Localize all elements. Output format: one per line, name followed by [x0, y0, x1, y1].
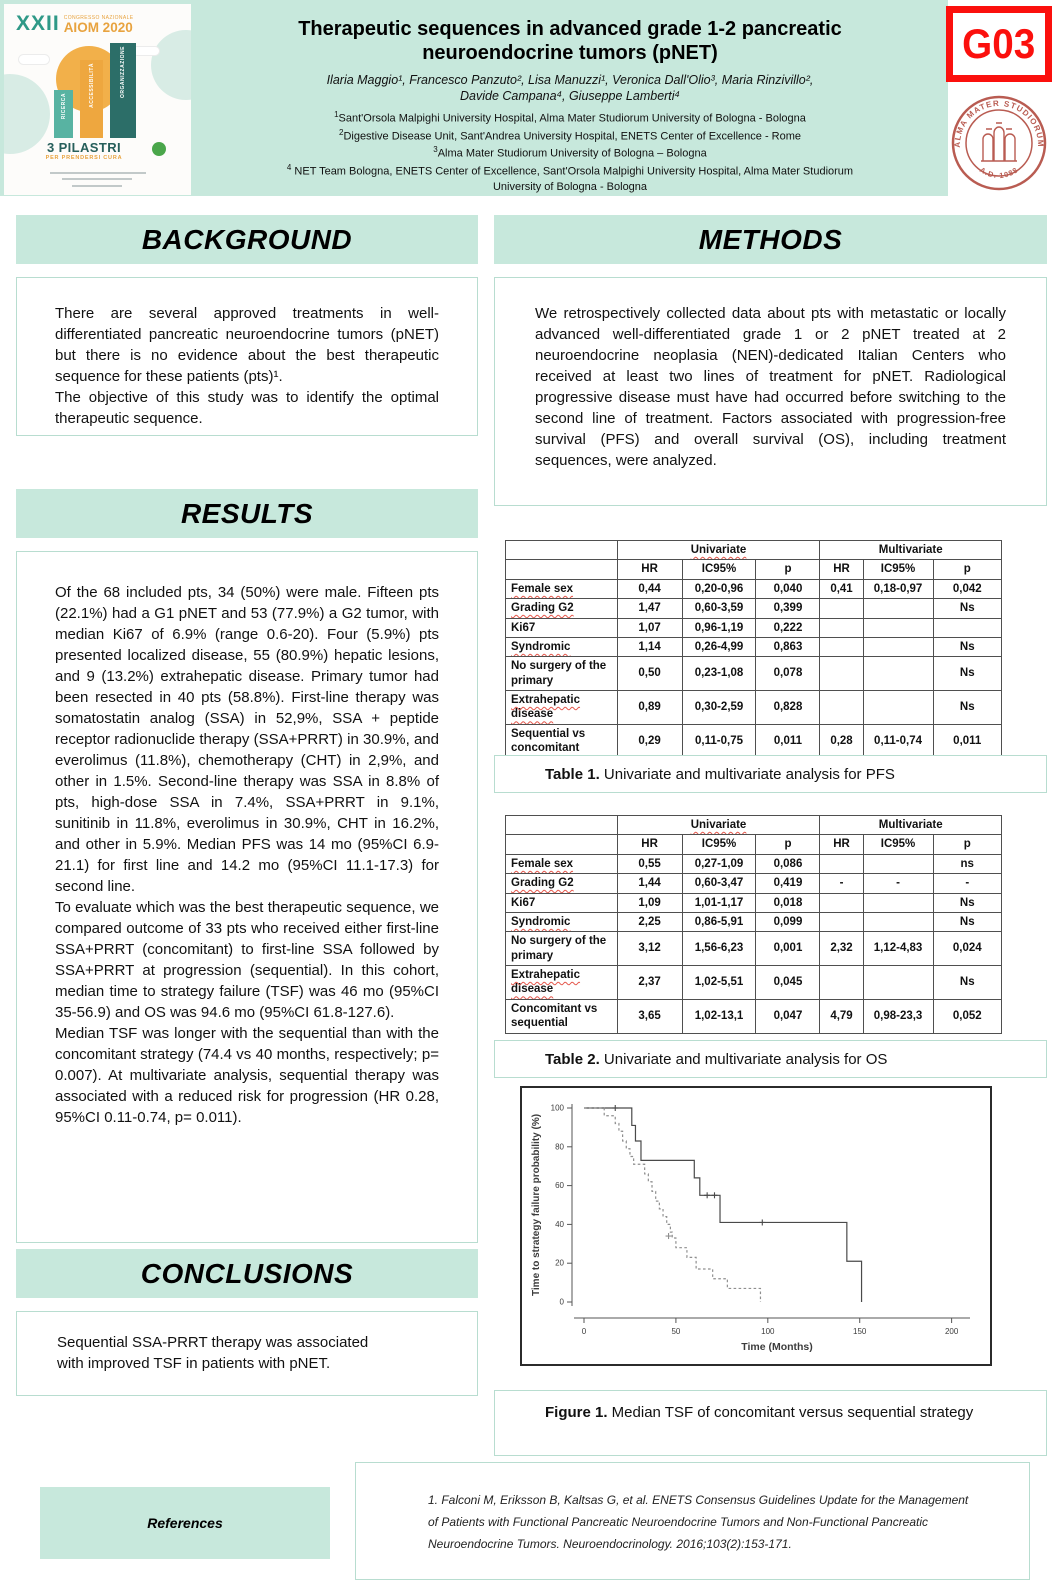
- paragraph: The objective of this study was to identify the optimal therapeutic sequence.: [55, 389, 439, 427]
- paragraph: Median TSF was longer with the sequential than with the concomitant strategy (74.4 vs 40 months, respectively; p= 0.007). At multivariate analysis, sequential therapy was associated with a reduced risk for progression (HR 0.28, 95%CI 0.11-0.74, p= 0.011).: [55, 1025, 439, 1126]
- table2-caption: [494, 1040, 1047, 1078]
- km-plot-svg: [526, 1090, 986, 1358]
- table-row: Ki67 1,07 0,96-1,19 0,222: [506, 618, 1002, 637]
- authors-line-1: Ilaria Maggio¹, Francesco Panzuto², Lisa Manuzzi¹, Veronica Dall'Olio³, Maria Rinzivillo²,: [326, 73, 814, 88]
- pillar-ricerca: RICERCA: [54, 90, 73, 138]
- svg-text:Time to strategy failure proba: Time to strategy failure probability (%): [531, 1113, 542, 1296]
- svg-text:60: 60: [555, 1180, 564, 1190]
- svg-text:100: 100: [761, 1326, 775, 1336]
- conclusions-box: [16, 1311, 478, 1396]
- table-row: No surgery of the primary 3,12 1,56-6,23 0,001 2,32 1,12-4,83 0,024: [506, 932, 1002, 966]
- aiom-congress-text: CONGRESSO NAZIONALE: [63, 15, 134, 21]
- authors: [200, 72, 940, 105]
- table-group-header: Univariate: [690, 544, 747, 556]
- pillar-organizzazione: ORGANIZZAZIONE: [110, 43, 136, 138]
- background-box: [16, 277, 478, 436]
- aiom-header: [16, 13, 134, 35]
- km-curve-sequential: [584, 1108, 862, 1302]
- background-heading: BACKGROUND: [141, 223, 353, 255]
- paragraph: There are several approved treatments in well-differentiated pancreatic neuroendocrine tumors (pNET) but there is no evidence about the best therapeutic sequence for these patients (pts)¹.: [55, 305, 439, 385]
- affiliation-line: $^3$Alma Mater Studiorum University of Bologna – Bologna: [433, 145, 707, 160]
- poster-code-badge: [946, 6, 1052, 82]
- methods-section-header: [494, 215, 1047, 264]
- table-row: Grading G2 1,47 0,60-3,59 0,399 Ns: [506, 599, 1002, 618]
- paragraph: To evaluate which was the best therapeutic sequence, we compared outcome of 33 pts who received either first-line SSA+PRRT (concomitant) to first-line SSA followed by SSA+PRRT at progression (sequential). In this cohort, median time to strategy failure (TSF) was 46 mo (95%CI 35-56.9) and OS was 94.6 mo (95%CI 61.8-127.6).: [55, 899, 439, 1021]
- table-row: Female sex 0,55 0,27-1,09 0,086 ns: [506, 854, 1002, 873]
- cloud-icon: [132, 46, 160, 56]
- poster-title: [200, 18, 940, 65]
- svg-text:50: 50: [671, 1326, 681, 1336]
- svg-text:0: 0: [581, 1326, 587, 1336]
- table-row: Female sex 0,44 0,20-0,96 0,040 0,41 0,18-0,97 0,042: [506, 579, 1002, 598]
- authors-line-2: Davide Campana⁴, Giuseppe Lamberti⁴: [460, 89, 680, 104]
- results-section-header: [16, 489, 478, 538]
- aiom-congress-logo: [4, 4, 191, 195]
- svg-text:20: 20: [555, 1258, 564, 1268]
- title-line-2: neuroendocrine tumors (pNET): [422, 41, 718, 64]
- results-heading: RESULTS: [180, 497, 314, 529]
- table1-caption-text: Univariate and multivariate analysis for PFS: [599, 765, 895, 783]
- table1-caption: [494, 755, 1047, 793]
- affiliation-line: $^2$Digestive Disease Unit, Sant'Andrea University Hospital, ENETS Center of Excellence - Rome: [338, 127, 802, 143]
- background-section-header: [16, 215, 478, 264]
- references-box: [355, 1462, 1030, 1580]
- aiom-xxii: XXII: [16, 12, 60, 35]
- svg-text:100: 100: [550, 1103, 564, 1112]
- aiom-tagline: 3 PILASTRI: [46, 140, 122, 155]
- affiliations: [280, 109, 860, 195]
- table-group-header: Multivariate: [878, 544, 943, 556]
- svg-text:0: 0: [559, 1297, 564, 1306]
- svg-text:40: 40: [555, 1219, 564, 1229]
- conclusions-heading: CONCLUSIONS: [140, 1257, 354, 1289]
- table2-caption-label: Table 2.: [545, 1050, 600, 1068]
- university-seal: [948, 86, 1050, 200]
- seal-year-text: A.D. 1088: [978, 165, 1020, 181]
- km-curve-concomitant: [584, 1108, 760, 1302]
- table-row: Grading G2 1,44 0,60-3,47 0,419 - - -: [506, 874, 1002, 893]
- table-group-header: Univariate: [690, 819, 747, 831]
- fine-print-line: [72, 185, 122, 187]
- table-row: Extrahepatic disease 2,37 1,02-5,51 0,045 Ns: [506, 966, 1002, 1000]
- aiom-illustration: [4, 42, 191, 138]
- paragraph: We retrospectively collected data about pts with metastatic or locally advanced well-differentiated grade 1 or 2 pNET treated at 2 neuroendocrine neoplasia (NEN)-dedicated Italian Centers who received at least two lines of treatment for pNET. Radiological progressive disease must have had occurred before switching to the second line of treatment. Factors associated with progression-free survival (PFS) and overall survival (OS), including treatment sequences, were analyzed.: [535, 305, 1006, 469]
- affiliation-line: $^4$ NET Team Bologna, ENETS Center of Excellence, Sant'Orsola Malpighi University Hospital, Alma Mater Studiorum University of Bologna - Bologna: [286, 163, 854, 193]
- references-label: References: [147, 1515, 223, 1531]
- table-row: Syndromic 1,14 0,26-4,99 0,863 Ns: [506, 637, 1002, 656]
- cloud-icon: [18, 54, 50, 65]
- poster-code: G03: [962, 20, 1036, 67]
- paragraph: Of the 68 included pts, 34 (50%) were male. Fifteen pts (22.1%) had a G1 pNET and 53 (77.9%) a G2 tumor, with median Ki67 of 6.9% (range 0.6-20). Four (5.9%) pts presented localized disease, 55 (80.9%) hepatic lesions, and 9 (13.2%) extrahepatic disease. Primary tumor had been resected in 40 pts (58.8%). First-line therapy was somatostatin analog (SSA) in 52,9%, SSA + peptide receptor radionuclide therapy (SSA+PRRT) in 30.9%, and everolimus (11.8%), chemotherapy (CHT) in 2,9%, and other in 1.5%. Second-line therapy was SSA in 8.8% of pts, high-dose SSA in 7.4%, SSA+PRRT in 9.1%, sunitinib in 11.8%, everolimus in 30.9%, CHT in 16.2%, and other in 5.9%. Median PFS was 14 mo (95%CI 6.9-21.1) for first line and 14.2 mo (95%CI 11.1-17.3) for second line.: [55, 584, 439, 895]
- paragraph: Sequential SSA-PRRT therapy was associated with improved TSF in patients with pNET.: [57, 1334, 369, 1372]
- analysis-table: Univariate Multivariate HR IC95% p HR IC95% p Female sex 0,55 0,27-1,09 0,086 ns Grading G2 1,44 0,60-3,47 0,419 - - - Ki67 1,09 1,01-1,17 0,018 Ns Syndromic 2,25 0,86-5,91 0,099 Ns No surgery of the primary 3,12 1,56-6,23 0,001 2,32 1,12-4,83 0,024 Extrahepatic disease 2,37 1,02-5,51 0,045 Ns Concomitant vs sequential 3,65 1,02-13,1 0,047 4,79 0,98-23,3 0,052: [505, 815, 1002, 1034]
- figure1-caption-text: Median TSF of concomitant versus sequential strategy: [607, 1404, 974, 1421]
- seal-ring-text: ALMA MATER STUDIORUM: [952, 98, 1046, 148]
- figure1-caption: [494, 1390, 1047, 1456]
- km-chart: [526, 1090, 986, 1363]
- unibo-seal-icon: [950, 89, 1048, 197]
- methods-box: [494, 277, 1047, 506]
- table2-caption-text: Univariate and multivariate analysis for OS: [599, 1050, 888, 1068]
- svg-text:Time (Months): Time (Months): [741, 1340, 813, 1353]
- table-group-header: Multivariate: [878, 819, 943, 831]
- table-row: Extrahepatic disease 0,89 0,30-2,59 0,828 Ns: [506, 691, 1002, 725]
- table1-caption-label: Table 1.: [545, 765, 600, 783]
- table-row: Ki67 1,09 1,01-1,17 0,018 Ns: [506, 893, 1002, 912]
- table-row: Syndromic 2,25 0,86-5,91 0,099 Ns: [506, 912, 1002, 931]
- svg-text:150: 150: [853, 1326, 867, 1336]
- title-line-1: Therapeutic sequences in advanced grade 1-2 pancreatic: [298, 18, 842, 40]
- os-table: [505, 815, 1002, 1034]
- fine-print-line: [62, 178, 132, 180]
- svg-text:200: 200: [944, 1326, 959, 1336]
- pfs-table: [505, 540, 1002, 759]
- header-text-block: [200, 18, 940, 195]
- table-row: No surgery of the primary 0,50 0,23-1,08 0,078 Ns: [506, 657, 1002, 691]
- aiom-tagline-sub: PER PRENDERSI CURA: [45, 155, 123, 161]
- table-row: Sequential vs concomitant 0,29 0,11-0,75 0,011 0,28 0,11-0,74 0,011: [506, 724, 1002, 758]
- aiom-brand: AIOM 2020: [63, 20, 133, 35]
- paragraph: 1. Falconi M, Eriksson B, Kaltsas G, et al. ENETS Consensus Guidelines Update for the Management of Patients with Functional Pancreatic Neuroendocrine Tumors and Non-Functional Pancreatic Neuroendocrine Tumors. Neuroendocrinology. 2016;103(2):153-171.: [428, 1493, 969, 1552]
- analysis-table: Univariate Multivariate HR IC95% p HR IC95% p Female sex 0,44 0,20-0,96 0,040 0,41 0,18-0,97 0,042 Grading G2 1,47 0,60-3,59 0,399 Ns Ki67 1,07 0,96-1,19 0,222 Syndromic 1,14 0,26-4,99 0,863 Ns No surgery of the primary 0,50 0,23-1,08 0,078 Ns Extrahepatic disease 0,89 0,30-2,59 0,828 Ns Sequential vs concomitant 0,29 0,11-0,75 0,011 0,28 0,11-0,74 0,011: [505, 540, 1002, 759]
- fine-print-line: [50, 172, 146, 174]
- svg-text:80: 80: [555, 1141, 564, 1151]
- aiom-logo-icon: [152, 142, 166, 156]
- results-box: [16, 551, 478, 1243]
- affiliation-line: $^1$Sant'Orsola Malpighi University Hospital, Alma Mater Studiorum University of Bologna - Bologna: [334, 109, 806, 125]
- figure1-caption-label: Figure 1.: [545, 1404, 608, 1421]
- conclusions-section-header: [16, 1249, 478, 1298]
- pillar-accessibilita: ACCESSIBILITÀ: [80, 60, 103, 138]
- km-figure: [520, 1086, 992, 1366]
- methods-heading: METHODS: [698, 223, 843, 255]
- table-row: Concomitant vs sequential 3,65 1,02-13,1 0,047 4,79 0,98-23,3 0,052: [506, 999, 1002, 1033]
- references-header: [40, 1487, 330, 1559]
